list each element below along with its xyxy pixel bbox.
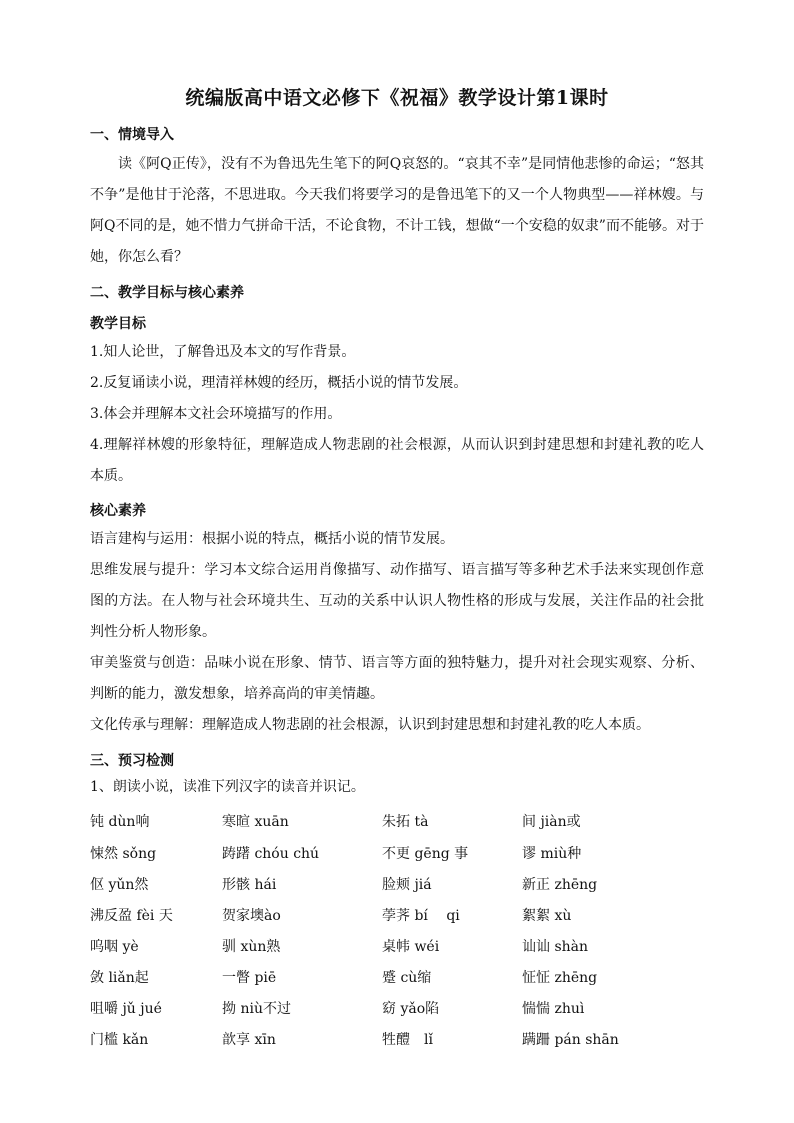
pinyin-row — [90, 905, 704, 925]
pinyin-row — [90, 811, 704, 831]
pinyin-word: 不更 gēng 事 — [382, 846, 469, 862]
pinyin-word: 荸荠 bí qi — [382, 908, 460, 924]
preview-instruction: 1、朗读小说，读准下列汉字的读音并识记。 — [90, 779, 365, 795]
pinyin-word: 桌帏 wéi — [382, 939, 440, 955]
goal-item: 4.理解祥林嫂的形象特征，理解造成人物悲剧的社会根源，从而认识到封建思想和封建礼教的吃人本质。 — [90, 437, 704, 484]
pinyin-word: 咀嚼 jǔ jué — [90, 1001, 162, 1017]
pinyin-word: 絮絮 xù — [522, 908, 572, 924]
goal-item: 2.反复诵读小说，理清祥林嫂的经历，概括小说的情节发展。 — [90, 375, 468, 391]
core-item: 文化传承与理解：理解造成人物悲剧的社会根源，认识到封建思想和封建礼教的吃人本质。 — [90, 717, 650, 733]
pinyin-word: 新正 zhēng — [522, 877, 598, 893]
pinyin-word: 间 jiàn或 — [522, 814, 581, 830]
pinyin-word: 窈 yǎo陷 — [382, 1001, 440, 1017]
section-heading-goals: 二、教学目标与核心素养 — [90, 285, 244, 301]
core-item: 审美鉴赏与创造：品味小说在形象、情节、语言等方面的独特魅力，提升对社会现实观察、分析、判断的能力，激发想象，培养高尚的审美情趣。 — [90, 655, 704, 702]
pinyin-word: 脸颊 jiá — [382, 877, 432, 893]
pinyin-word: 呜咽 yè — [90, 939, 139, 955]
subheading-teaching-goals: 教学目标 — [90, 316, 146, 332]
pinyin-row — [90, 1029, 704, 1049]
goal-item: 1.知人论世，了解鲁迅及本文的写作背景。 — [90, 344, 356, 360]
pinyin-word: 沸反盈 fèi 天 — [90, 908, 173, 924]
pinyin-row — [90, 843, 704, 863]
pinyin-word: 寒暄 xuān — [222, 814, 289, 830]
pinyin-word: 驯 xùn熟 — [222, 939, 281, 955]
pinyin-word: 形骸 hái — [222, 877, 277, 893]
section-heading-preview: 三、预习检测 — [90, 753, 174, 769]
pinyin-word: 牲醴 lǐ — [382, 1032, 433, 1048]
subheading-core-literacy: 核心素养 — [90, 503, 146, 519]
document-title: 统编版高中语文必修下《祝福》教学设计第1课时 — [185, 87, 609, 109]
pinyin-word: 敛 liǎn起 — [90, 970, 149, 986]
pinyin-word: 钝 dùn响 — [90, 814, 150, 830]
pinyin-word: 蹒跚 pán shān — [522, 1032, 619, 1048]
pinyin-word: 门槛 kǎn — [90, 1032, 149, 1048]
pinyin-row — [90, 967, 704, 987]
pinyin-word: 踌躇 chóu chú — [222, 846, 320, 862]
pinyin-word: 贺家墺ào — [222, 908, 281, 924]
pinyin-word: 伛 yǔn然 — [90, 877, 149, 893]
pinyin-word: 蹙 cù缩 — [382, 970, 432, 986]
pinyin-word: 谬 miù种 — [522, 846, 582, 862]
core-item: 思维发展与提升：学习本文综合运用肖像描写、动作描写、语言描写等多种艺术手法来实现创作意图的方法。在人物与社会环境共生、互动的关系中认识人物性格的形成与发展，关注作品的社会批判性分析人物形象。 — [90, 562, 704, 640]
pinyin-row — [90, 936, 704, 956]
pinyin-row — [90, 874, 704, 894]
pinyin-word: 歆享 xīn — [222, 1032, 276, 1048]
goal-item: 3.体会并理解本文社会环境描写的作用。 — [90, 406, 342, 422]
pinyin-word: 拗 niù不过 — [222, 1001, 291, 1017]
core-item: 语言建构与运用：根据小说的特点，概括小说的情节发展。 — [90, 531, 454, 547]
pinyin-word: 悚然 sǒng — [90, 846, 157, 862]
pinyin-word: 怔怔 zhēng — [522, 970, 598, 986]
pinyin-row — [90, 998, 704, 1018]
pinyin-word: 朱拓 tà — [382, 814, 429, 830]
pinyin-word: 一瞥 piē — [222, 970, 277, 986]
intro-paragraph: 读《阿Q正传》，没有不为鲁迅先生笔下的阿Q哀怒的。“哀其不幸”是同情他悲惨的命运；“怒其不争”是他甘于沦落，不思进取。今天我们将要学习的是鲁迅笔下的又一个人物典型——祥林嫂。与阿Q不同的是，她不惜力气拼命干活，不论食物，不计工钱，想做“一个安稳的奴隶”而不能够。对于她，你怎么看？ — [90, 156, 704, 265]
pinyin-word: 讪讪 shàn — [522, 939, 589, 955]
pinyin-word: 惴惴 zhuì — [522, 1001, 585, 1017]
section-heading-intro: 一、情境导入 — [90, 127, 174, 143]
